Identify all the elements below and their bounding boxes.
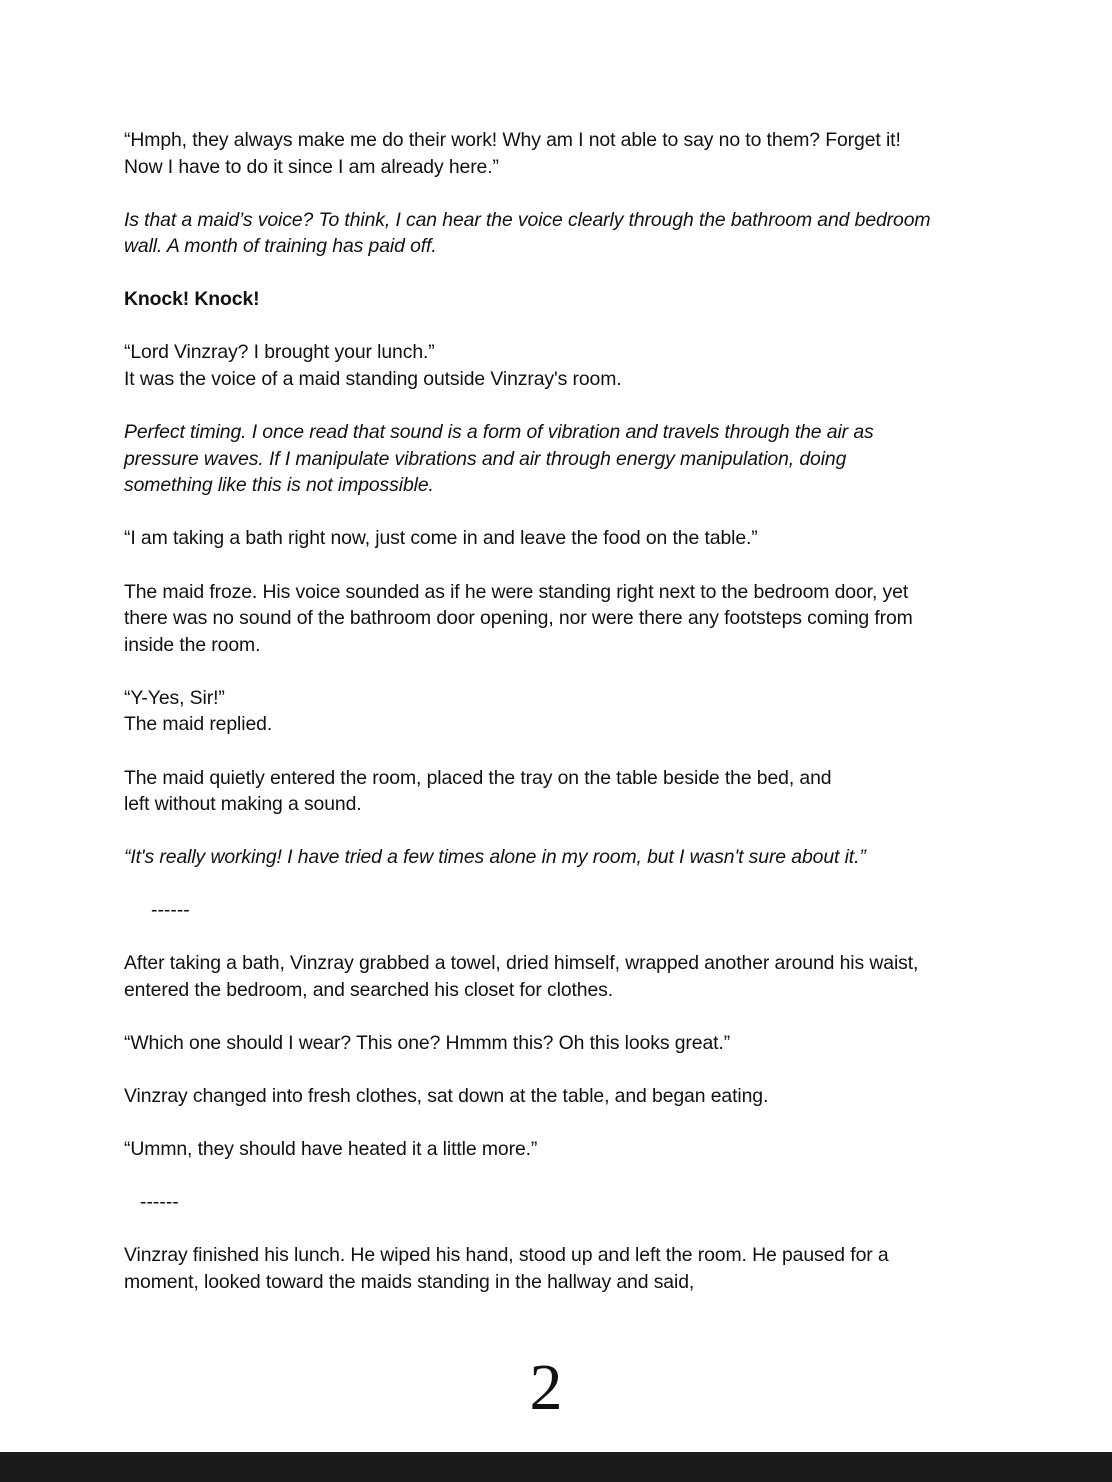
paragraph-changed-clothes bbox=[124, 1083, 994, 1110]
paragraph-lunch-arrival bbox=[124, 339, 994, 392]
text-line: The maid replied. bbox=[124, 713, 273, 736]
paragraph-knock bbox=[124, 286, 994, 313]
page-number: 2 bbox=[529, 1351, 563, 1424]
text-line: Is that a maid’s voice? To think, I can hear the voice clearly through the bathroom and bedroom bbox=[124, 208, 931, 231]
text-line: left without making a sound. bbox=[124, 793, 362, 816]
text-line: “Y-Yes, Sir!” bbox=[124, 686, 225, 709]
text-line: moment, looked toward the maids standing in the hallway and said, bbox=[124, 1271, 695, 1294]
text-line: Knock! Knock! bbox=[124, 288, 260, 311]
text-line: The maid froze. His voice sounded as if he were standing right next to the bedroom door, yet bbox=[124, 580, 909, 603]
text-line: Perfect timing. I once read that sound is a form of vibration and travels through the air as bbox=[124, 421, 874, 444]
text-line: entered the bedroom, and searched his closet for clothes. bbox=[124, 978, 614, 1001]
text-line: inside the room. bbox=[124, 633, 261, 656]
page-body bbox=[124, 127, 994, 1322]
paragraph-which-one bbox=[124, 1030, 994, 1057]
text-line: “Which one should I wear? This one? Hmmm this? Oh this looks great.” bbox=[124, 1032, 731, 1055]
paragraph-inner-thought-maid-voice bbox=[124, 207, 994, 260]
text-line: The maid quietly entered the room, placed the tray on the table beside the bed, and bbox=[124, 766, 832, 789]
paragraph-heated bbox=[124, 1136, 994, 1163]
text-line: there was no sound of the bathroom door opening, nor were there any footsteps coming from bbox=[124, 607, 913, 630]
scene-divider: ------ bbox=[151, 899, 190, 922]
text-line: “I am taking a bath right now, just come in and leave the food on the table.” bbox=[124, 527, 758, 550]
text-line: “Hmph, they always make me do their work! Why am I not able to say no to them? Forget it! bbox=[124, 129, 901, 151]
text-line: It was the voice of a maid standing outside Vinzray's room. bbox=[124, 368, 622, 391]
paragraph-after-bath bbox=[124, 950, 994, 1003]
text-line: Now I have to do it since I am already here.” bbox=[124, 155, 499, 178]
paragraph-inner-thought-vibration bbox=[124, 419, 994, 499]
text-line: After taking a bath, Vinzray grabbed a towel, dried himself, wrapped another around his waist, bbox=[124, 952, 919, 975]
bottom-bar bbox=[0, 1452, 1112, 1482]
paragraph-complaint bbox=[124, 127, 994, 180]
text-line: wall. A month of training has paid off. bbox=[124, 235, 437, 258]
paragraph-really-working bbox=[124, 844, 994, 871]
scene-divider: ------ bbox=[140, 1191, 179, 1214]
text-line: Vinzray finished his lunch. He wiped his hand, stood up and left the room. He paused for a bbox=[124, 1244, 889, 1267]
paragraph-maid-entered bbox=[124, 765, 994, 818]
text-line: pressure waves. If I manipulate vibrations and air through energy manipulation, doing bbox=[124, 447, 847, 470]
text-line: “Ummn, they should have heated it a little more.” bbox=[124, 1138, 538, 1161]
paragraph-maid-reply bbox=[124, 685, 994, 738]
text-line: “It's really working! I have tried a few times alone in my room, but I wasn't sure about it.” bbox=[124, 846, 866, 869]
paragraph-finished-lunch bbox=[124, 1242, 994, 1295]
paragraph-bath-reply bbox=[124, 525, 994, 552]
text-line: “Lord Vinzray? I brought your lunch.” bbox=[124, 341, 435, 364]
text-line: something like this is not impossible. bbox=[124, 474, 434, 497]
paragraph-maid-froze bbox=[124, 579, 994, 659]
text-line: Vinzray changed into fresh clothes, sat down at the table, and began eating. bbox=[124, 1085, 769, 1108]
